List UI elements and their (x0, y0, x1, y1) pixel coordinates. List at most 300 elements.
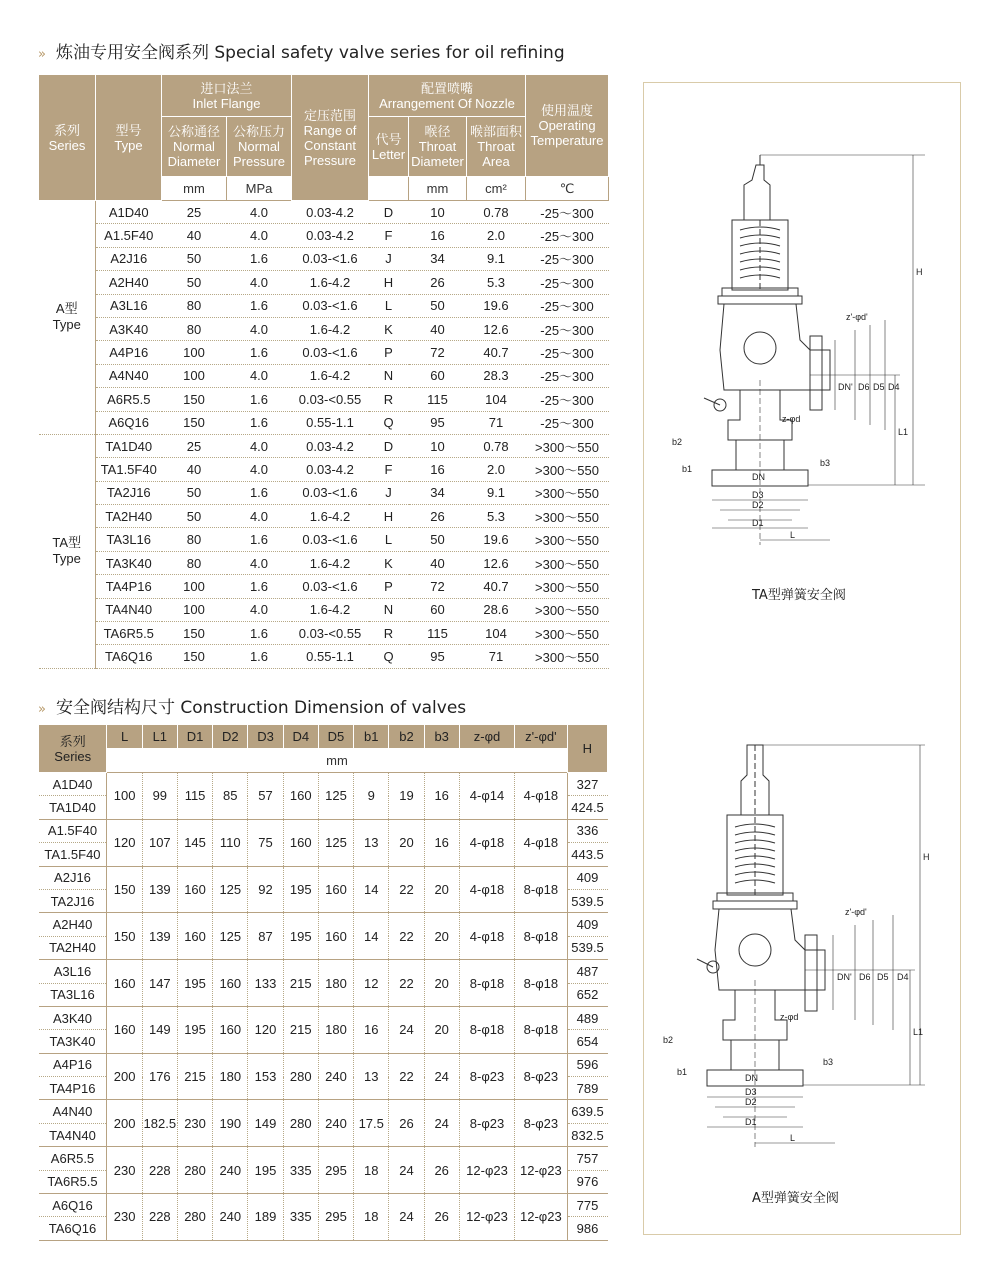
section-title-safety-valve-series (38, 38, 565, 63)
dimension-value-cell: 26 (424, 1194, 459, 1241)
dim-label-dn: DN (752, 472, 765, 482)
table-row (39, 224, 609, 247)
dimension-value-cell: 160 (318, 866, 353, 913)
type-cell: A2J16 (96, 247, 162, 270)
table-row (39, 622, 609, 645)
dimension-value-cell: 8-φ23 (515, 1100, 567, 1147)
value-cell: Q (369, 645, 409, 668)
dimension-value-cell: 280 (177, 1194, 212, 1241)
dimension-value-cell: 180 (318, 960, 353, 1007)
dim-label-d1: D1 (745, 1117, 757, 1127)
series-group-label (39, 201, 96, 435)
value-cell: 12.6 (467, 317, 526, 340)
dimension-value-cell: 18 (354, 1147, 389, 1194)
value-cell: F (369, 458, 409, 481)
dimension-value-cell: 4-φ18 (515, 819, 567, 866)
type-cell: A4P16 (39, 1053, 107, 1076)
value-cell: 95 (409, 411, 467, 434)
dimension-value-cell: 120 (248, 1006, 283, 1053)
dim-label-dn-outlet: DN' (838, 382, 853, 392)
type-cell: A3L16 (39, 960, 107, 983)
value-cell: 40.7 (467, 575, 526, 598)
h-value-cell: 652 (567, 983, 607, 1006)
value-cell: 1.6-4.2 (292, 598, 369, 621)
dim-label-d4: D4 (888, 382, 900, 392)
value-cell: 4.0 (227, 317, 292, 340)
value-cell: 0.03-<1.6 (292, 528, 369, 551)
dimension-value-cell: 335 (283, 1147, 318, 1194)
table-row (39, 434, 609, 457)
value-cell: 100 (162, 575, 227, 598)
dimension-value-cell: 16 (354, 1006, 389, 1053)
type-cell: TA3L16 (96, 528, 162, 551)
dim-label-d3: D3 (752, 490, 764, 500)
dim-label-d1: D1 (752, 518, 764, 528)
table-row (39, 505, 609, 528)
value-cell: 71 (467, 411, 526, 434)
col-header-normal-pressure (227, 117, 292, 177)
col-header-throat-area (467, 117, 526, 177)
dim-label-zd: z-φd (782, 414, 801, 424)
dimension-value-cell: 8-φ23 (515, 1053, 567, 1100)
dimension-value-cell: 13 (354, 1053, 389, 1100)
value-cell: 4.0 (227, 201, 292, 224)
h-value-cell: 539.5 (567, 889, 607, 912)
value-cell: R (369, 622, 409, 645)
col-header-series (39, 75, 96, 201)
value-cell: 1.6-4.2 (292, 364, 369, 387)
value-cell: 100 (162, 341, 227, 364)
header-line: Normal (238, 139, 280, 154)
value-cell: 10 (409, 434, 467, 457)
value-cell: 0.03-<0.55 (292, 388, 369, 411)
dimension-value-cell: 125 (213, 913, 248, 960)
table-row (39, 528, 609, 551)
value-cell: 4.0 (227, 598, 292, 621)
dimension-value-cell: 115 (177, 773, 212, 820)
value-cell: 150 (162, 645, 227, 668)
table-row (39, 364, 609, 387)
value-cell: 40 (409, 551, 467, 574)
type-cell: A1.5F40 (96, 224, 162, 247)
value-cell: >300～550 (526, 551, 609, 574)
value-cell: N (369, 598, 409, 621)
dimension-value-cell: 8-φ18 (459, 1006, 514, 1053)
table-row (39, 1194, 608, 1217)
dimension-value-cell: 20 (424, 1006, 459, 1053)
dimension-value-cell: 20 (424, 960, 459, 1007)
col-header-dimension: D5 (318, 725, 353, 749)
table-row (39, 388, 609, 411)
table-row (39, 411, 609, 434)
dim-label-d5: D5 (877, 972, 889, 982)
value-cell: 115 (409, 622, 467, 645)
dimension-value-cell: 160 (107, 960, 142, 1007)
type-cell: TA3K40 (39, 1030, 107, 1053)
value-cell: -25～300 (526, 247, 609, 270)
value-cell: D (369, 201, 409, 224)
value-cell: 0.03-<0.55 (292, 622, 369, 645)
value-cell: 0.78 (467, 201, 526, 224)
type-cell: A3L16 (96, 294, 162, 317)
type-cell: TA1D40 (96, 434, 162, 457)
h-value-cell: 775 (567, 1194, 607, 1217)
value-cell: 50 (162, 271, 227, 294)
header-line: Area (482, 154, 510, 169)
table-row (39, 551, 609, 574)
header-line: Normal (173, 139, 215, 154)
value-cell: N (369, 364, 409, 387)
dimension-value-cell: 150 (107, 866, 142, 913)
table-row (39, 271, 609, 294)
header-line: Diameter (167, 154, 221, 169)
dim-label-d2: D2 (745, 1097, 757, 1107)
header-line: Pressure (303, 152, 357, 168)
type-cell: A6R5.5 (96, 388, 162, 411)
value-cell: 34 (409, 481, 467, 504)
dimension-value-cell: 20 (424, 866, 459, 913)
dimension-value-cell: 195 (283, 913, 318, 960)
dimension-value-cell: 230 (107, 1194, 142, 1241)
value-cell: 5.3 (467, 271, 526, 294)
dimension-value-cell: 22 (389, 913, 424, 960)
value-cell: -25～300 (526, 201, 609, 224)
dim-label-d6: D6 (858, 382, 870, 392)
h-value-cell: 409 (567, 866, 607, 889)
col-header-dimension: L (107, 725, 142, 749)
value-cell: 150 (162, 622, 227, 645)
dimension-value-cell: 160 (177, 913, 212, 960)
dim-label-b2: b2 (663, 1035, 674, 1045)
dim-label-l1: L1 (898, 427, 909, 437)
header-line: 配置喷嘴 (421, 80, 474, 96)
table-row (39, 247, 609, 270)
dimension-value-cell: 189 (248, 1194, 283, 1241)
value-cell: 1.6 (227, 411, 292, 434)
h-value-cell: 443.5 (567, 843, 607, 866)
section-title-text: 炼油专用安全阀系列 Special safety valve series for oil refining (55, 43, 565, 63)
header-line: Pressure (232, 154, 286, 169)
dimension-value-cell: 160 (318, 913, 353, 960)
dimension-value-cell: 176 (142, 1053, 177, 1100)
dimension-value-cell: 12-φ23 (515, 1194, 567, 1241)
dimension-value-cell: 12-φ23 (459, 1194, 514, 1241)
value-cell: 19.6 (467, 528, 526, 551)
value-cell: 50 (162, 505, 227, 528)
dim-label-zd2: z'-φd' (845, 907, 867, 917)
type-cell: TA6R5.5 (96, 622, 162, 645)
dimension-value-cell: 150 (107, 913, 142, 960)
value-cell: P (369, 575, 409, 598)
value-cell: 26 (409, 505, 467, 528)
type-cell: TA6Q16 (39, 1217, 107, 1240)
dim-label-l1: L1 (913, 1027, 924, 1037)
dim-label-b1: b1 (682, 464, 693, 474)
value-cell: 34 (409, 247, 467, 270)
col-header-dimension: b1 (354, 725, 389, 749)
unit-cell: ℃ (526, 177, 609, 201)
value-cell: 4.0 (227, 364, 292, 387)
dimension-value-cell: 295 (318, 1147, 353, 1194)
h-value-cell: 789 (567, 1077, 607, 1100)
value-cell: F (369, 224, 409, 247)
value-cell: 25 (162, 434, 227, 457)
value-cell: 71 (467, 645, 526, 668)
value-cell: 72 (409, 575, 467, 598)
type-cell: TA2J16 (39, 889, 107, 912)
value-cell: 60 (409, 598, 467, 621)
value-cell: 0.03-<1.6 (292, 481, 369, 504)
header-line: Type (52, 317, 81, 333)
dimension-value-cell: 12 (354, 960, 389, 1007)
dimension-value-cell: 4-φ18 (459, 913, 514, 960)
dimension-value-cell: 280 (283, 1100, 318, 1147)
header-line: 喉径 (424, 124, 451, 139)
dimension-value-cell: 87 (248, 913, 283, 960)
value-cell: -25～300 (526, 364, 609, 387)
type-cell: TA1.5F40 (39, 843, 107, 866)
h-value-cell: 976 (567, 1170, 607, 1193)
type-cell: A3K40 (96, 317, 162, 340)
value-cell: P (369, 341, 409, 364)
value-cell: 0.55-1.1 (292, 411, 369, 434)
header-line: 进口法兰 (200, 80, 253, 96)
type-cell: TA2H40 (39, 936, 107, 959)
dimension-value-cell: 20 (424, 913, 459, 960)
dimension-value-cell: 26 (389, 1100, 424, 1147)
value-cell: 150 (162, 411, 227, 434)
dimension-value-cell: 125 (318, 773, 353, 820)
value-cell: -25～300 (526, 411, 609, 434)
dim-label-h: H (916, 267, 923, 277)
dimension-value-cell: 149 (142, 1006, 177, 1053)
type-cell: A1.5F40 (39, 819, 107, 842)
value-cell: 50 (162, 481, 227, 504)
dim-label-d4: D4 (897, 972, 909, 982)
value-cell: 5.3 (467, 505, 526, 528)
value-cell: 4.0 (227, 505, 292, 528)
dimension-value-cell: 160 (283, 819, 318, 866)
value-cell: >300～550 (526, 481, 609, 504)
value-cell: 28.6 (467, 598, 526, 621)
header-line: 喉部面积 (470, 124, 523, 139)
dimension-value-cell: 230 (107, 1147, 142, 1194)
value-cell: 100 (162, 364, 227, 387)
dimension-value-cell: 200 (107, 1100, 142, 1147)
header-line: Letter (371, 146, 406, 162)
dimension-value-cell: 17.5 (354, 1100, 389, 1147)
type-cell: A2H40 (39, 913, 107, 936)
value-cell: 40 (409, 317, 467, 340)
table-row (39, 960, 608, 983)
dimension-value-cell: 280 (177, 1147, 212, 1194)
dimension-value-cell: 149 (248, 1100, 283, 1147)
table-row (39, 819, 608, 842)
value-cell: 4.0 (227, 551, 292, 574)
table-row (39, 481, 609, 504)
dimension-value-cell: 26 (424, 1147, 459, 1194)
dimension-value-cell: 153 (248, 1053, 283, 1100)
dimension-value-cell: 75 (248, 819, 283, 866)
value-cell: 40.7 (467, 341, 526, 364)
h-value-cell: 539.5 (567, 936, 607, 959)
dimension-value-cell: 240 (213, 1147, 248, 1194)
value-cell: 1.6-4.2 (292, 317, 369, 340)
table-row (39, 201, 609, 224)
dimension-value-cell: 240 (318, 1100, 353, 1147)
value-cell: 1.6 (227, 247, 292, 270)
dimension-value-cell: 120 (107, 819, 142, 866)
header-line: Type (52, 551, 81, 567)
header-line: 系列 (53, 122, 80, 138)
header-line: Constant (303, 137, 357, 153)
dim-label-b2: b2 (672, 437, 683, 447)
header-line: 系列 (59, 733, 86, 749)
dim-label-b1: b1 (677, 1067, 688, 1077)
value-cell: L (369, 528, 409, 551)
value-cell: 40 (162, 458, 227, 481)
value-cell: 0.03-<1.6 (292, 575, 369, 598)
col-header-dimension: L1 (142, 725, 177, 749)
value-cell: 1.6-4.2 (292, 271, 369, 294)
unit-cell: mm (162, 177, 227, 201)
unit-cell: mm (409, 177, 467, 201)
h-value-cell: 336 (567, 819, 607, 842)
unit-cell: cm² (467, 177, 526, 201)
value-cell: 50 (409, 528, 467, 551)
value-cell: -25～300 (526, 317, 609, 340)
dimension-value-cell: 280 (283, 1053, 318, 1100)
h-value-cell: 757 (567, 1147, 607, 1170)
dimension-value-cell: 139 (142, 866, 177, 913)
dimension-value-cell: 14 (354, 913, 389, 960)
type-cell: TA6R5.5 (39, 1170, 107, 1193)
value-cell: 1.6 (227, 528, 292, 551)
type-cell: A6R5.5 (39, 1147, 107, 1170)
dimension-value-cell: 16 (424, 819, 459, 866)
col-header-normal-diameter (162, 117, 227, 177)
value-cell: >300～550 (526, 528, 609, 551)
value-cell: 115 (409, 388, 467, 411)
value-cell: 0.03-4.2 (292, 458, 369, 481)
type-cell: A1D40 (96, 201, 162, 224)
col-header-dimension: z'-φd' (515, 725, 567, 749)
dimension-value-cell: 180 (318, 1006, 353, 1053)
col-header-dimension: D4 (283, 725, 318, 749)
type-cell: A6Q16 (96, 411, 162, 434)
value-cell: 100 (162, 598, 227, 621)
header-line: 使用温度 (541, 103, 594, 118)
h-value-cell: 596 (567, 1053, 607, 1076)
value-cell: 1.6 (227, 388, 292, 411)
col-header-nozzle (369, 75, 526, 117)
value-cell: 0.55-1.1 (292, 645, 369, 668)
dim-label-h: H (923, 852, 930, 862)
header-line: Diameter (411, 154, 464, 169)
value-cell: 25 (162, 201, 227, 224)
dimension-value-cell: 24 (389, 1194, 424, 1241)
value-cell: 72 (409, 341, 467, 364)
value-cell: 1.6-4.2 (292, 551, 369, 574)
dim-label-l: L (790, 530, 796, 540)
dimension-value-cell: 8-φ18 (515, 913, 567, 960)
dimension-value-cell: 9 (354, 773, 389, 820)
col-header-dimension: b2 (389, 725, 424, 749)
dimension-value-cell: 92 (248, 866, 283, 913)
type-cell: A6Q16 (39, 1194, 107, 1217)
value-cell: J (369, 247, 409, 270)
dimension-value-cell: 8-φ18 (515, 1006, 567, 1053)
series-group-label (39, 434, 96, 668)
dimension-value-cell: 24 (424, 1053, 459, 1100)
dimension-value-cell: 160 (177, 866, 212, 913)
dimension-value-cell: 125 (318, 819, 353, 866)
value-cell: 0.03-<1.6 (292, 341, 369, 364)
dimension-value-cell: 133 (248, 960, 283, 1007)
table-row (39, 1100, 608, 1123)
value-cell: 40 (162, 224, 227, 247)
header-line: Range of (303, 122, 357, 138)
h-value-cell: 327 (567, 773, 607, 796)
value-cell: 1.6 (227, 341, 292, 364)
col-header-letter (369, 117, 409, 177)
col-header-dimension: b3 (424, 725, 459, 749)
value-cell: J (369, 481, 409, 504)
col-header-range (292, 75, 369, 201)
value-cell: 80 (162, 317, 227, 340)
unit-cell (369, 177, 409, 201)
type-cell: A2J16 (39, 866, 107, 889)
dimension-value-cell: 8-φ18 (515, 866, 567, 913)
h-value-cell: 639.5 (567, 1100, 607, 1123)
dimension-value-cell: 14 (354, 866, 389, 913)
value-cell: 50 (409, 294, 467, 317)
section-title-text: 安全阀结构尺寸 Construction Dimension of valves (55, 698, 467, 718)
header-line: Series (54, 748, 92, 764)
dimension-value-cell: 13 (354, 819, 389, 866)
dimension-value-cell: 228 (142, 1194, 177, 1241)
value-cell: -25～300 (526, 271, 609, 294)
safety-valve-series-table (38, 74, 609, 669)
ta-valve-caption: TA型弹簧安全阀 (752, 588, 846, 603)
value-cell: 4.0 (227, 434, 292, 457)
header-line: Series (48, 137, 86, 153)
dim-label-dn-outlet: DN' (837, 972, 852, 982)
table-row (39, 317, 609, 340)
dimension-value-cell: 57 (248, 773, 283, 820)
value-cell: L (369, 294, 409, 317)
col-header-h: H (567, 725, 607, 773)
value-cell: 60 (409, 364, 467, 387)
dimension-value-cell: 4-φ18 (459, 866, 514, 913)
h-value-cell: 489 (567, 1006, 607, 1029)
h-value-cell: 424.5 (567, 796, 607, 819)
dim-label-b3: b3 (820, 458, 831, 468)
type-cell: TA4P16 (39, 1077, 107, 1100)
type-cell: TA1D40 (39, 796, 107, 819)
value-cell: 10 (409, 201, 467, 224)
value-cell: Q (369, 411, 409, 434)
type-cell: TA3K40 (96, 551, 162, 574)
dimension-value-cell: 160 (283, 773, 318, 820)
value-cell: 0.03-4.2 (292, 201, 369, 224)
dimension-value-cell: 22 (389, 866, 424, 913)
dimension-value-cell: 180 (213, 1053, 248, 1100)
dimension-value-cell: 100 (107, 773, 142, 820)
dimension-value-cell: 99 (142, 773, 177, 820)
table-row (39, 645, 609, 668)
value-cell: >300～550 (526, 434, 609, 457)
